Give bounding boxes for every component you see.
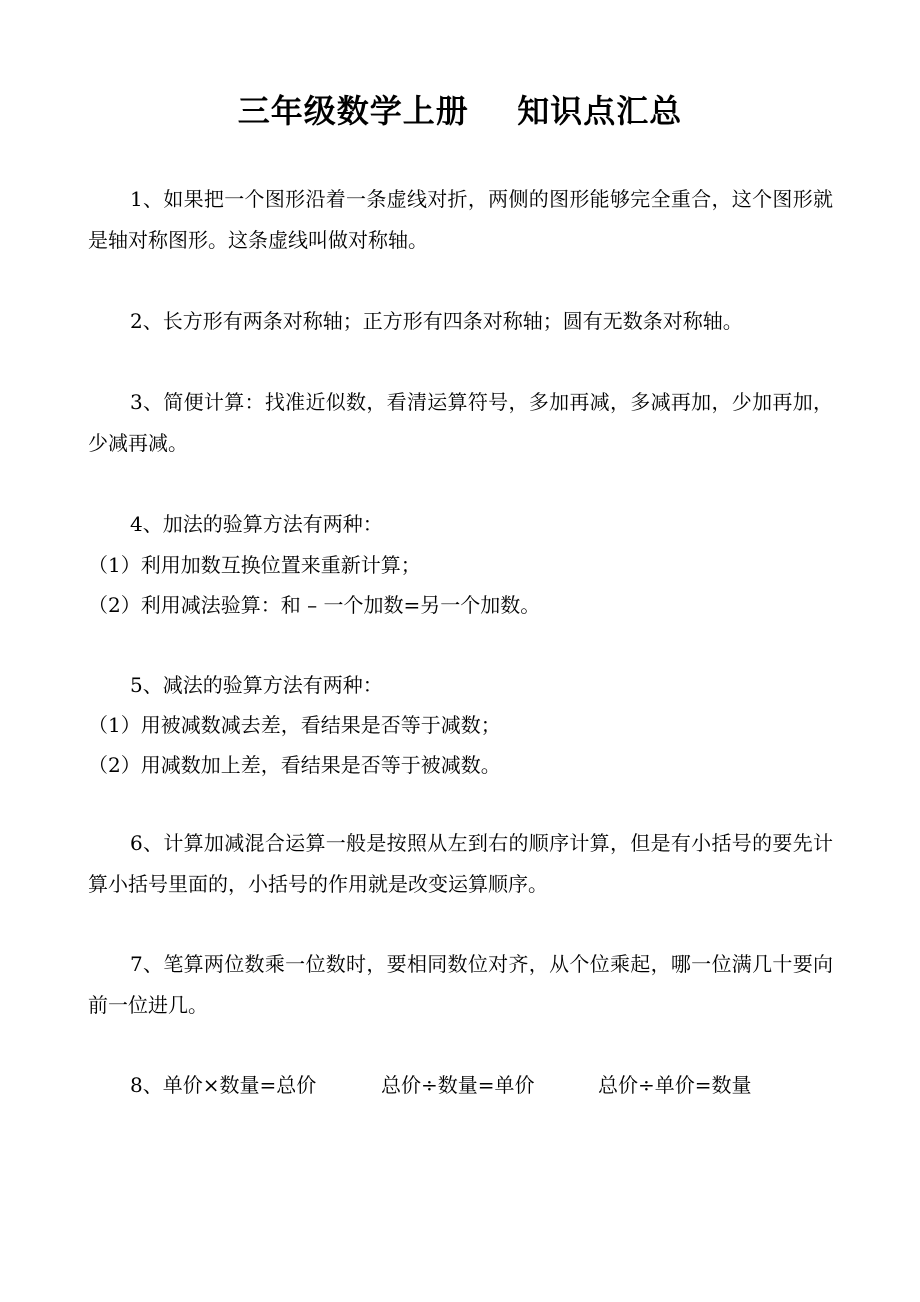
formula-unit-price: 8、单价×数量=总价 — [130, 1073, 317, 1097]
point-5-item-2: （2）用减数加上差，看结果是否等于被减数。 — [88, 753, 501, 777]
point-2: 2、长方形有两条对称轴；正方形有四条对称轴；圆有无数条对称轴。 — [130, 309, 743, 333]
point-4-item-2: （2）利用减法验算：和 – 一个加数=另一个加数。 — [88, 593, 541, 617]
formula-total-by-unit-price: 总价÷单价=数量 — [598, 1073, 752, 1097]
point-1: 1、如果把一个图形沿着一条虚线对折，两侧的图形能够完全重合，这个图形就是轴对称图形。这条虚线叫做对称轴。 — [88, 187, 833, 252]
formula-total-by-quantity: 总价÷数量=单价 — [381, 1073, 535, 1097]
point-5-heading: 5、减法的验算方法有两种： — [130, 673, 383, 697]
point-3: 3、简便计算：找准近似数，看清运算符号，多加再减，多减再加，少加再加，少减再减。 — [88, 390, 833, 455]
point-5-item-1: （1）用被减数减去差，看结果是否等于减数； — [88, 713, 501, 737]
document-title: 三年级数学上册 知识点汇总 — [237, 92, 683, 130]
point-7: 7、笔算两位数乘一位数时，要相同数位对齐，从个位乘起，哪一位满几十要向前一位进几。 — [88, 952, 833, 1017]
point-4-item-1: （1）利用加数互换位置来重新计算； — [88, 553, 421, 577]
point-4-heading: 4、加法的验算方法有两种： — [130, 512, 383, 536]
point-6: 6、计算加减混合运算一般是按照从左到右的顺序计算，但是有小括号的要先计算小括号里面的，小括号的作用就是改变运算顺序。 — [88, 831, 833, 896]
